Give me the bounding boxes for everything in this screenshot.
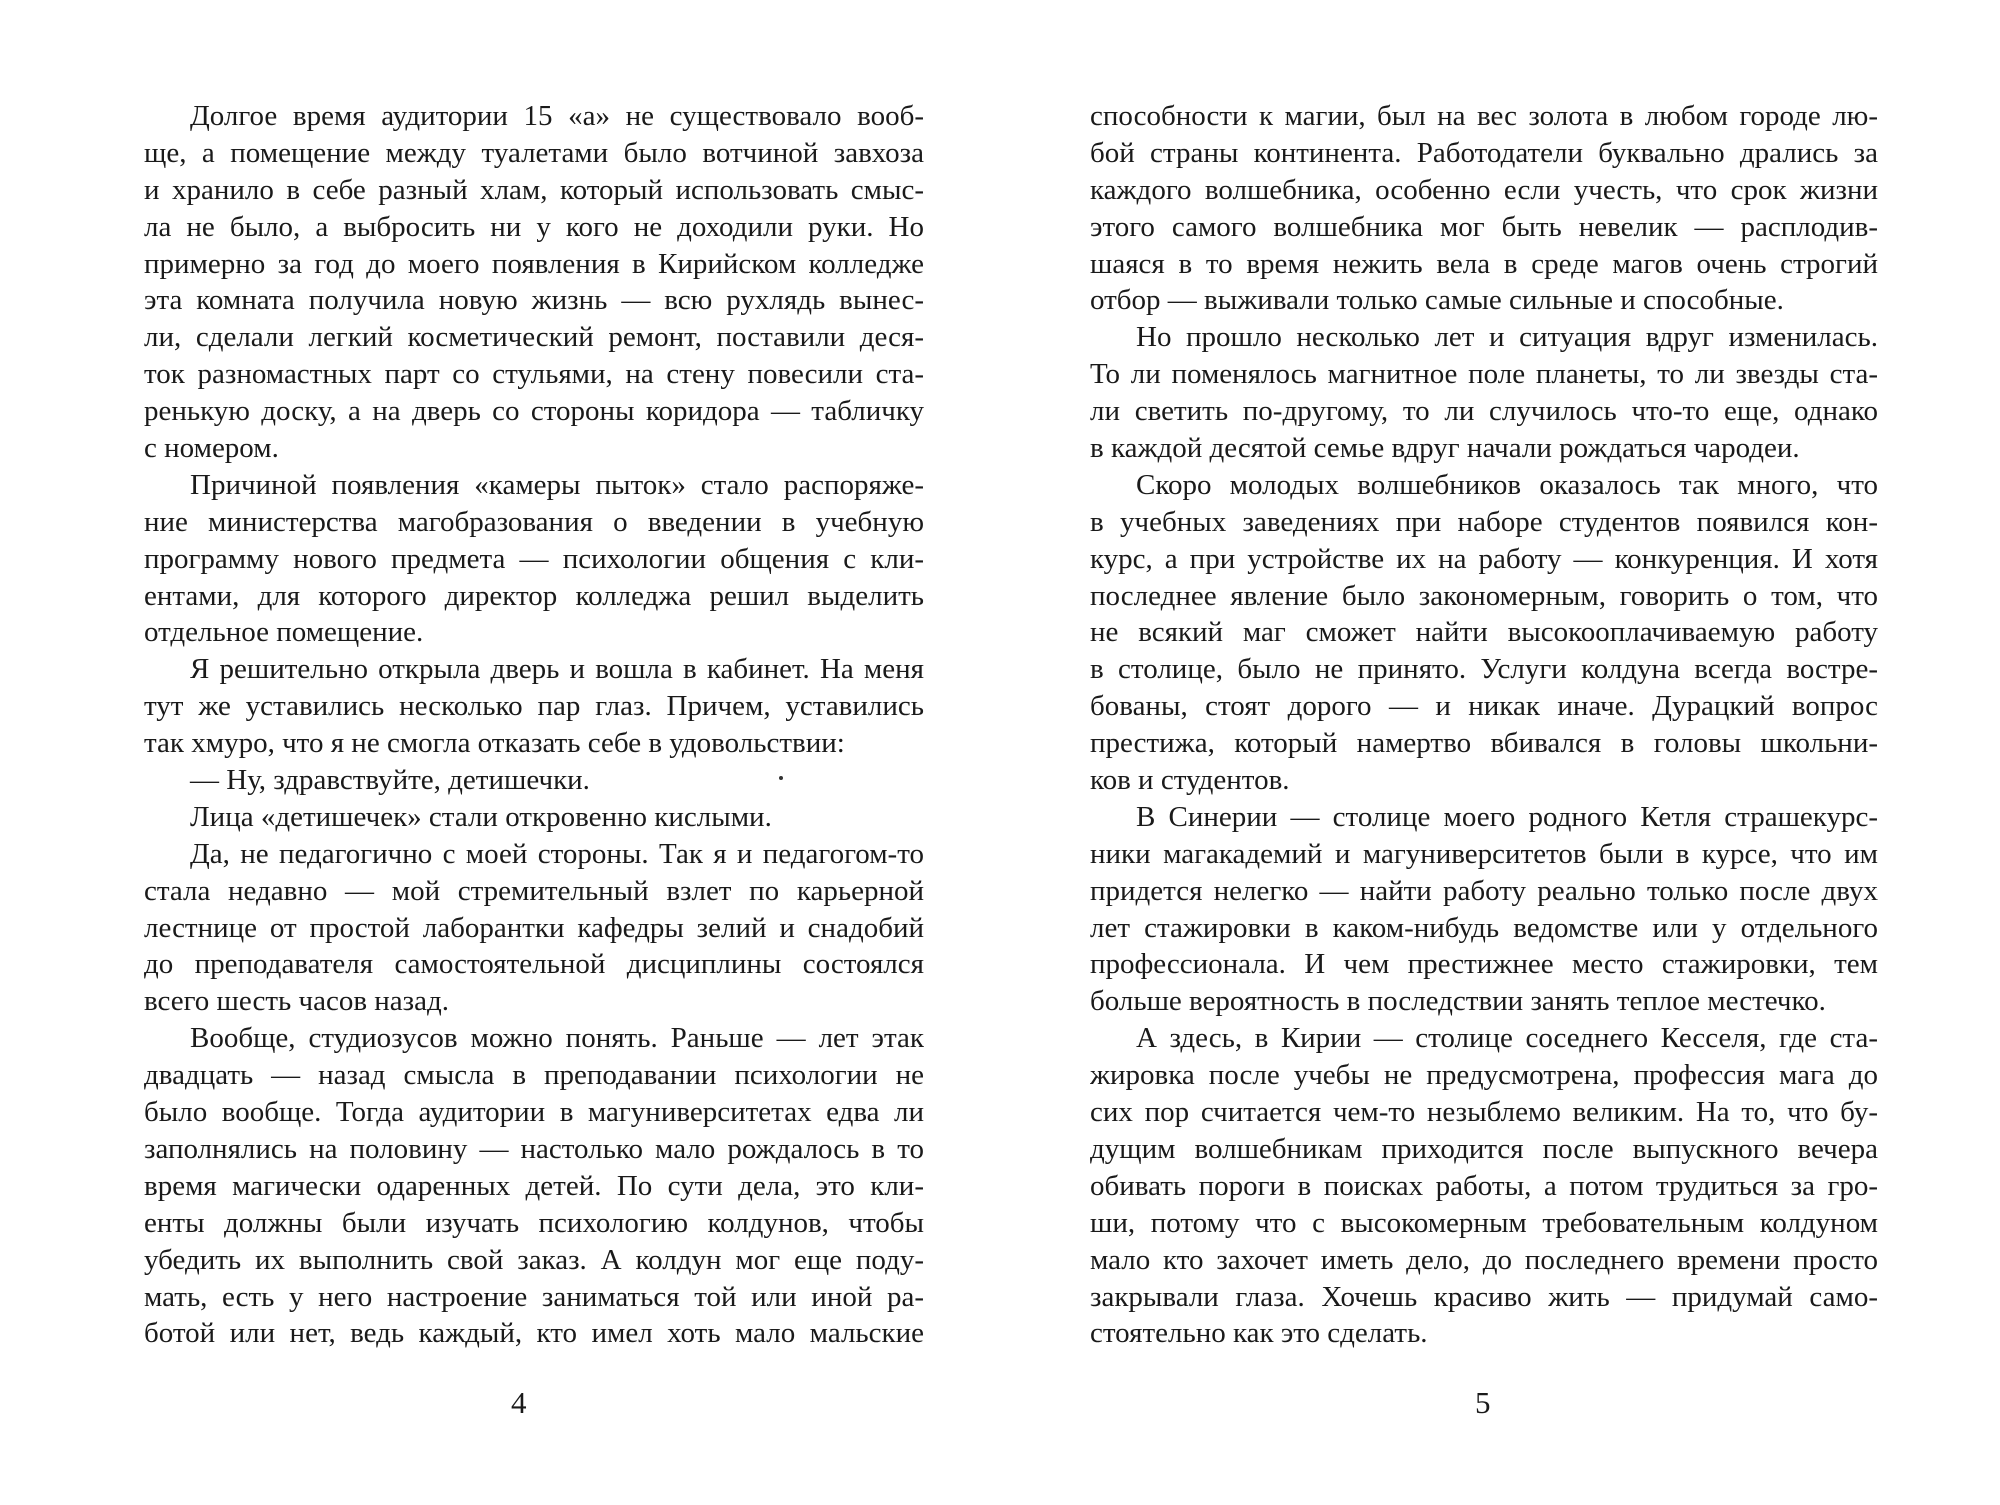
text-line: двадцать — назад смысла в преподавании психологии не	[144, 1059, 924, 1092]
text-line: придется нелегко — найти работу реально только после двух	[1090, 874, 1878, 907]
text-line: В Синерии — столице моего родного Кетля страшекурс-	[1136, 800, 1878, 833]
text-line: примерно за год до моего появления в Кирийском колледже	[144, 247, 924, 280]
text-line: Скоро молодых волшебников оказалось так много, что	[1136, 468, 1878, 501]
text-line: профессионала. И чем престижнее место стажировки, тем	[1090, 948, 1878, 981]
left-page-text	[144, 98, 924, 1352]
text-line: и хранило в себе разный хлам, который использовать смыс-	[144, 173, 924, 206]
text-line: ренькую доску, а на дверь со стороны коридора — табличку	[144, 395, 924, 428]
text-line: мало кто захочет иметь дело, до последнего времени просто	[1090, 1243, 1878, 1276]
text-line: Да, не педагогично с моей стороны. Так я и педагогом-то	[190, 837, 924, 870]
text-line: лет стажировки в каком-нибудь ведомстве или у отдельного	[1090, 911, 1878, 944]
text-line: закрывали глаза. Хочешь красиво жить — придумай само-	[1090, 1280, 1878, 1313]
text-line: — Ну, здравствуйте, детишечки.	[190, 764, 590, 797]
text-line: ние министерства магобразования о введении в учебную	[144, 505, 924, 538]
text-line: стала недавно — мой стремительный взлет по карьерной	[144, 874, 924, 907]
text-line: так хмуро, что я не смогла отказать себе в удовольствии:	[144, 727, 845, 760]
text-line: каждого волшебника, особенно если учесть, что срок жизни	[1090, 173, 1878, 206]
text-line: Причиной появления «камеры пыток» стало распоряже-	[190, 468, 924, 501]
text-line: ток разномастных парт со стульями, на стену повесили ста-	[144, 358, 924, 391]
text-line: престижа, который намертво вбивался в головы школьни-	[1090, 727, 1878, 760]
text-line: эта комната получила новую жизнь — всю рухлядь вынес-	[144, 284, 924, 317]
text-line: было вообще. Тогда аудитории в магуниверситетах едва ли	[144, 1096, 924, 1129]
text-line: способности к магии, был на вес золота в любом городе лю-	[1090, 100, 1878, 132]
text-line: Лица «детишечек» стали откровенно кислыми.	[190, 800, 772, 833]
text-line: ники магакадемий и магуниверситетов были в курсе, что им	[1090, 837, 1878, 870]
text-line: жировка после учебы не предусмотрена, профессия мага до	[1090, 1059, 1878, 1092]
text-line: ще, а помещение между туалетами было вотчиной завхоза	[144, 136, 924, 169]
left-page-number: 4	[511, 1385, 527, 1420]
text-line: заполнялись на половину — настолько мало рождалось в то	[144, 1132, 924, 1165]
text-line: обивать пороги в поисках работы, а потом трудиться за гро-	[1090, 1169, 1878, 1202]
text-line: ла не было, а выбросить ни у кого не доходили руки. Но	[144, 210, 924, 243]
text-line: ков и студентов.	[1090, 764, 1290, 797]
text-line: бованы, стоят дорого — и никак иначе. Дурацкий вопрос	[1090, 690, 1878, 723]
text-line: А здесь, в Кирии — столице соседнего Кесселя, где ста-	[1136, 1022, 1878, 1055]
print-speck	[779, 776, 783, 780]
text-line: всего шесть часов назад.	[144, 985, 449, 1018]
text-line: больше вероятность в последствии занять теплое местечко.	[1090, 985, 1826, 1018]
text-line: тут же уставились несколько пар глаз. Причем, уставились	[144, 690, 924, 723]
text-line: бой страны континента. Работодатели буквально дрались за	[1090, 136, 1878, 169]
text-line: в столице, было не принято. Услуги колдуна всегда востре-	[1090, 653, 1878, 686]
text-line: лестнице от простой лаборантки кафедры зелий и снадобий	[144, 911, 924, 944]
text-line: не всякий маг сможет найти высокооплачиваемую работу	[1090, 616, 1878, 649]
right-page-text	[1090, 98, 1878, 1352]
text-line: курс, а при устройстве их на работу — конкуренция. И хотя	[1090, 542, 1878, 575]
text-line: этого самого волшебника мог быть невелик — расплодив-	[1090, 210, 1878, 243]
text-line: дущим волшебникам приходится после выпускного вечера	[1090, 1132, 1878, 1165]
text-line: Долгое время аудитории 15 «а» не существовало вооб-	[190, 100, 924, 132]
text-line: время магически одаренных детей. По сути дела, это кли-	[144, 1169, 924, 1202]
text-line: шаяся в то время нежить вела в среде магов очень строгий	[1090, 247, 1878, 280]
text-line: То ли поменялось магнитное поле планеты, то ли звезды ста-	[1090, 358, 1878, 391]
text-line: отбор — выживали только самые сильные и способные.	[1090, 284, 1784, 317]
text-line: с номером.	[144, 432, 279, 465]
text-line: последнее явление было закономерным, говорить о том, что	[1090, 579, 1878, 612]
text-line: ли, сделали легкий косметический ремонт, поставили деся-	[144, 321, 924, 354]
text-line: сих пор считается чем-то незыблемо великим. На то, что бу-	[1090, 1096, 1878, 1129]
text-line: программу нового предмета — психологии общения с кли-	[144, 542, 924, 575]
text-line: ши, потому что с высокомерным требовательным колдуном	[1090, 1206, 1878, 1239]
text-line: в учебных заведениях при наборе студентов появился кон-	[1090, 505, 1878, 538]
text-line: стоятельно как это сделать.	[1090, 1317, 1428, 1350]
text-line: ентами, для которого директор колледжа решил выделить	[144, 579, 924, 612]
text-line: в каждой десятой семье вдруг начали рождаться чародеи.	[1090, 432, 1800, 465]
text-line: убедить их выполнить свой заказ. А колдун мог еще поду-	[144, 1243, 924, 1276]
text-line: ботой или нет, ведь каждый, кто имел хоть мало мальские	[144, 1317, 924, 1350]
right-page-number: 5	[1475, 1385, 1491, 1420]
text-line: енты должны были изучать психологию колдунов, чтобы	[144, 1206, 924, 1239]
text-line: до преподавателя самостоятельной дисциплины состоялся	[144, 948, 924, 981]
text-line: мать, есть у него настроение заниматься той или иной ра-	[144, 1280, 924, 1313]
text-line: отдельное помещение.	[144, 616, 424, 649]
text-line: Я решительно открыла дверь и вошла в кабинет. На меня	[190, 653, 924, 686]
text-line: Вообще, студиозусов можно понять. Раньше — лет этак	[190, 1022, 924, 1055]
text-line: Но прошло несколько лет и ситуация вдруг изменилась.	[1136, 321, 1878, 354]
text-line: ли светить по-другому, то ли случилось что-то еще, однако	[1090, 395, 1878, 428]
